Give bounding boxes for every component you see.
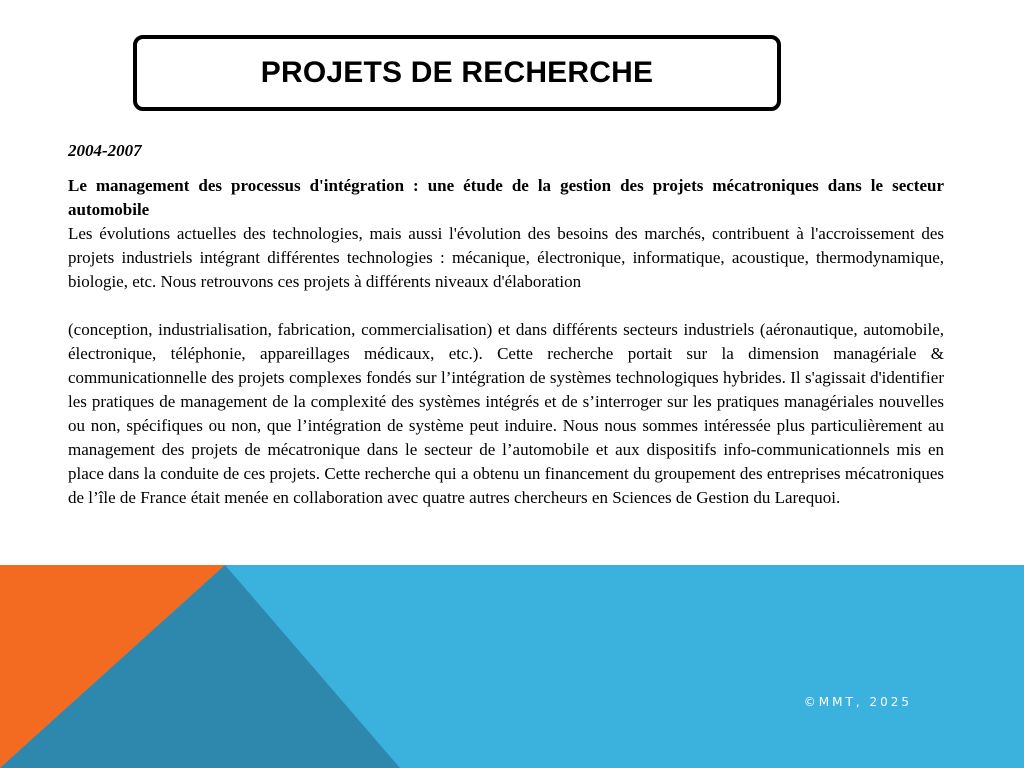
project-heading: Le management des processus d'intégration : une étude de la gestion des projets mécatroniques dans le secteur automobile xyxy=(68,176,944,219)
slide-content xyxy=(68,140,944,510)
project-years: 2004-2007 xyxy=(68,141,142,160)
project-paragraph-2: (conception, industrialisation, fabrication, commercialisation) et dans différents secteurs industriels (aéronautique, automobile, électronique, téléphonie, appareillages médicaux, etc.). Cette recherche portait sur la dimension managériale & communicationnelle des projets complexes fondés sur l’intégration de systèmes technologiques hybrides. Il s'agissait d'identifier les pratiques de management de la complexité des systèmes intégrés et de s’interroger sur les pratiques managériales nouvelles ou non, spécifiques ou non, que l’intégration de système peut induire. Nous nous sommes intéressée plus particulièrement au management des projets de mécatronique dans le secteur de l’automobile et aux dispositifs info-communicationnels mis en place dans la conduite de ces projets. Cette recherche qui a obtenu un financement du groupement des entreprises mécatroniques de l’île de France était menée en collaboration avec quatre autres chercheurs en Sciences de Gestion du Larequoi. xyxy=(68,320,944,507)
title-box xyxy=(133,35,781,111)
slide-title: PROJETS DE RECHERCHE xyxy=(260,56,654,89)
project-paragraph-1: Les évolutions actuelles des technologies, mais aussi l'évolution des besoins des marchés, contribuent à l'accroissement des projets industriels intégrant différentes technologies : mécanique, électronique, informatique, acoustique, thermodynamique, biologie, etc. Nous retrouvons ces projets à différents niveaux d'élaboration xyxy=(68,224,944,291)
footer-copyright: ©MMT, 2025 xyxy=(803,695,912,709)
